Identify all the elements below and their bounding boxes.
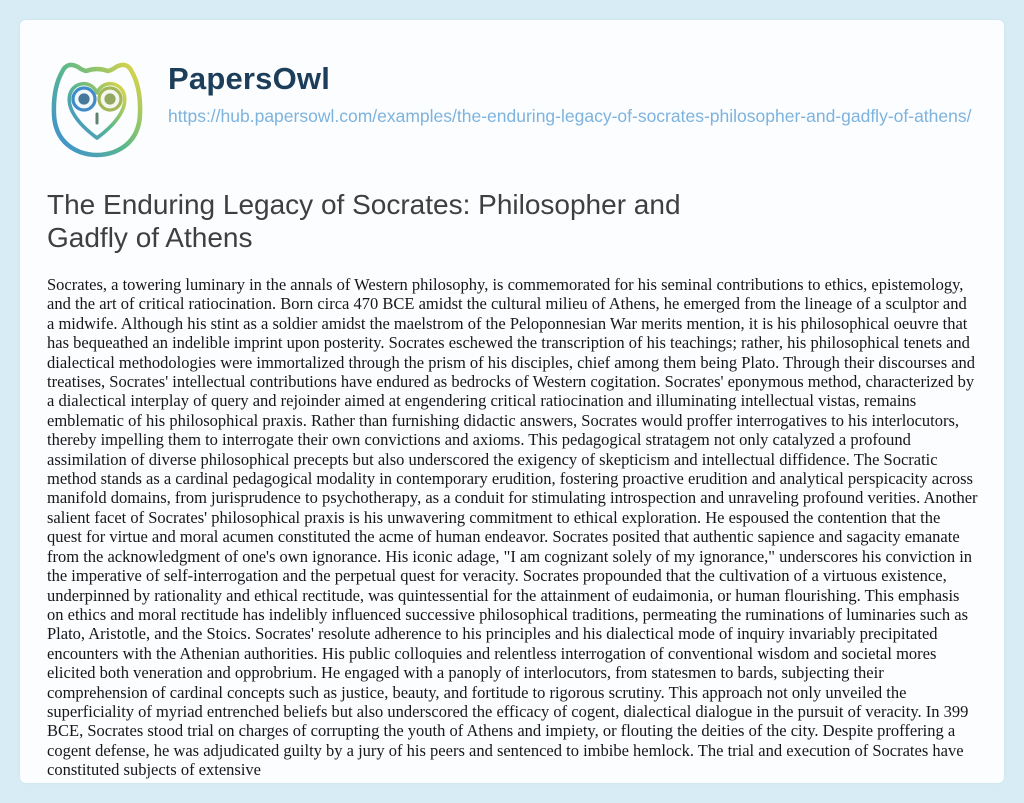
brand-name: PapersOwl — [168, 61, 331, 96]
papersowl-owl-logo-icon — [47, 56, 147, 162]
brand-text-block — [168, 62, 971, 129]
document-card — [20, 20, 1004, 783]
article-body-text: Socrates, a towering luminary in the annals of Western philosophy, is commemorated for his seminal contributions to ethics, epistemology, and the art of critical ratiocination. Born circa 470 BCE amidst the cultural milieu of Athens, he emerged from the lineage of a sculptor and a midwife. Although his stint as a soldier amidst the maelstrom of the Peloponnesian War merits mention, it is his philosophical oeuvre that has bequeathed an indelible imprint upon posterity. Socrates eschewed the transcription of his teachings; rather, his philosophical tenets and dialectical methodologies were immortalized through the prism of his disciples, chief among them being Plato. Through their discourses and treatises, Socrates' intellectual contributions have endured as bedrocks of Western cogitation. Socrates' eponymous method, characterized by a dialectical interplay of query and rejoinder aimed at engendering critical ratiocination and illuminating intellectual vistas, remains emblematic of his philosophical praxis. Rather than furnishing didactic answers, Socrates would proffer interrogatives to his interlocutors, thereby impelling them to interrogate their own convictions and axioms. This pedagogical stratagem not only catalyzed a profound assimilation of diverse philosophical precepts but also underscored the exigency of skepticism and intellectual diffidence. The Socratic method stands as a cardinal pedagogical modality in contemporary erudition, fostering proactive erudition and analytical perspicacity across manifold domains, from jurisprudence to psychotherapy, as a conduit for stimulating introspection and unraveling profound verities. Another salient facet of Socrates' philosophical praxis is his unwavering commitment to ethical exploration. He espoused the contention that the quest for virtue and moral acumen constituted the acme of human endeavor. Socrates posited that authentic sapience and sagacity emanate from the acknowledgment of one's own ignorance. His iconic adage, "I am cognizant solely of my ignorance," underscores his conviction in the imperative of self-interrogation and the perpetual quest for veracity. Socrates propounded that the cultivation of a virtuous existence, underpinned by rationality and ethical rectitude, was quintessential for the attainment of eudaimonia, or human flourishing. This emphasis on ethics and moral rectitude has indelibly influenced successive philosophical traditions, permeating the ruminations of luminaries such as Plato, Aristotle, and the Stoics. Socrates' resolute adherence to his principles and his dialectical mode of inquiry invariably precipitated encounters with the Athenian authorities. His public colloquies and relentless interrogation of conventional wisdom and societal mores elicited both veneration and opprobrium. He engaged with a panoply of interlocutors, from statesmen to bards, subjecting their comprehension of cardinal concepts such as justice, beauty, and fortitude to rigorous scrutiny. This approach not only unveiled the superficiality of myriad entrenched beliefs but also underscored the efficacy of cogent, dialectical dialogue in the pursuit of veracity. In 399 BCE, Socrates stood trial on charges of corrupting the youth of Athens and impiety, or flouting the deities of the city. Despite proffering a cogent defense, he was adjudicated guilty by a jury of his peers and sentenced to imbibe hemlock. The trial and execution of Socrates have constituted subjects of extensive — [47, 275, 978, 780]
article-url-link[interactable]: https://hub.papersowl.com/examples/the-enduring-legacy-of-socrates-philosopher-and-gadfly-of-athens/ — [168, 106, 972, 127]
article-title: The Enduring Legacy of Socrates: Philosopher and Gadfly of Athens — [47, 189, 681, 253]
site-header — [47, 56, 978, 162]
